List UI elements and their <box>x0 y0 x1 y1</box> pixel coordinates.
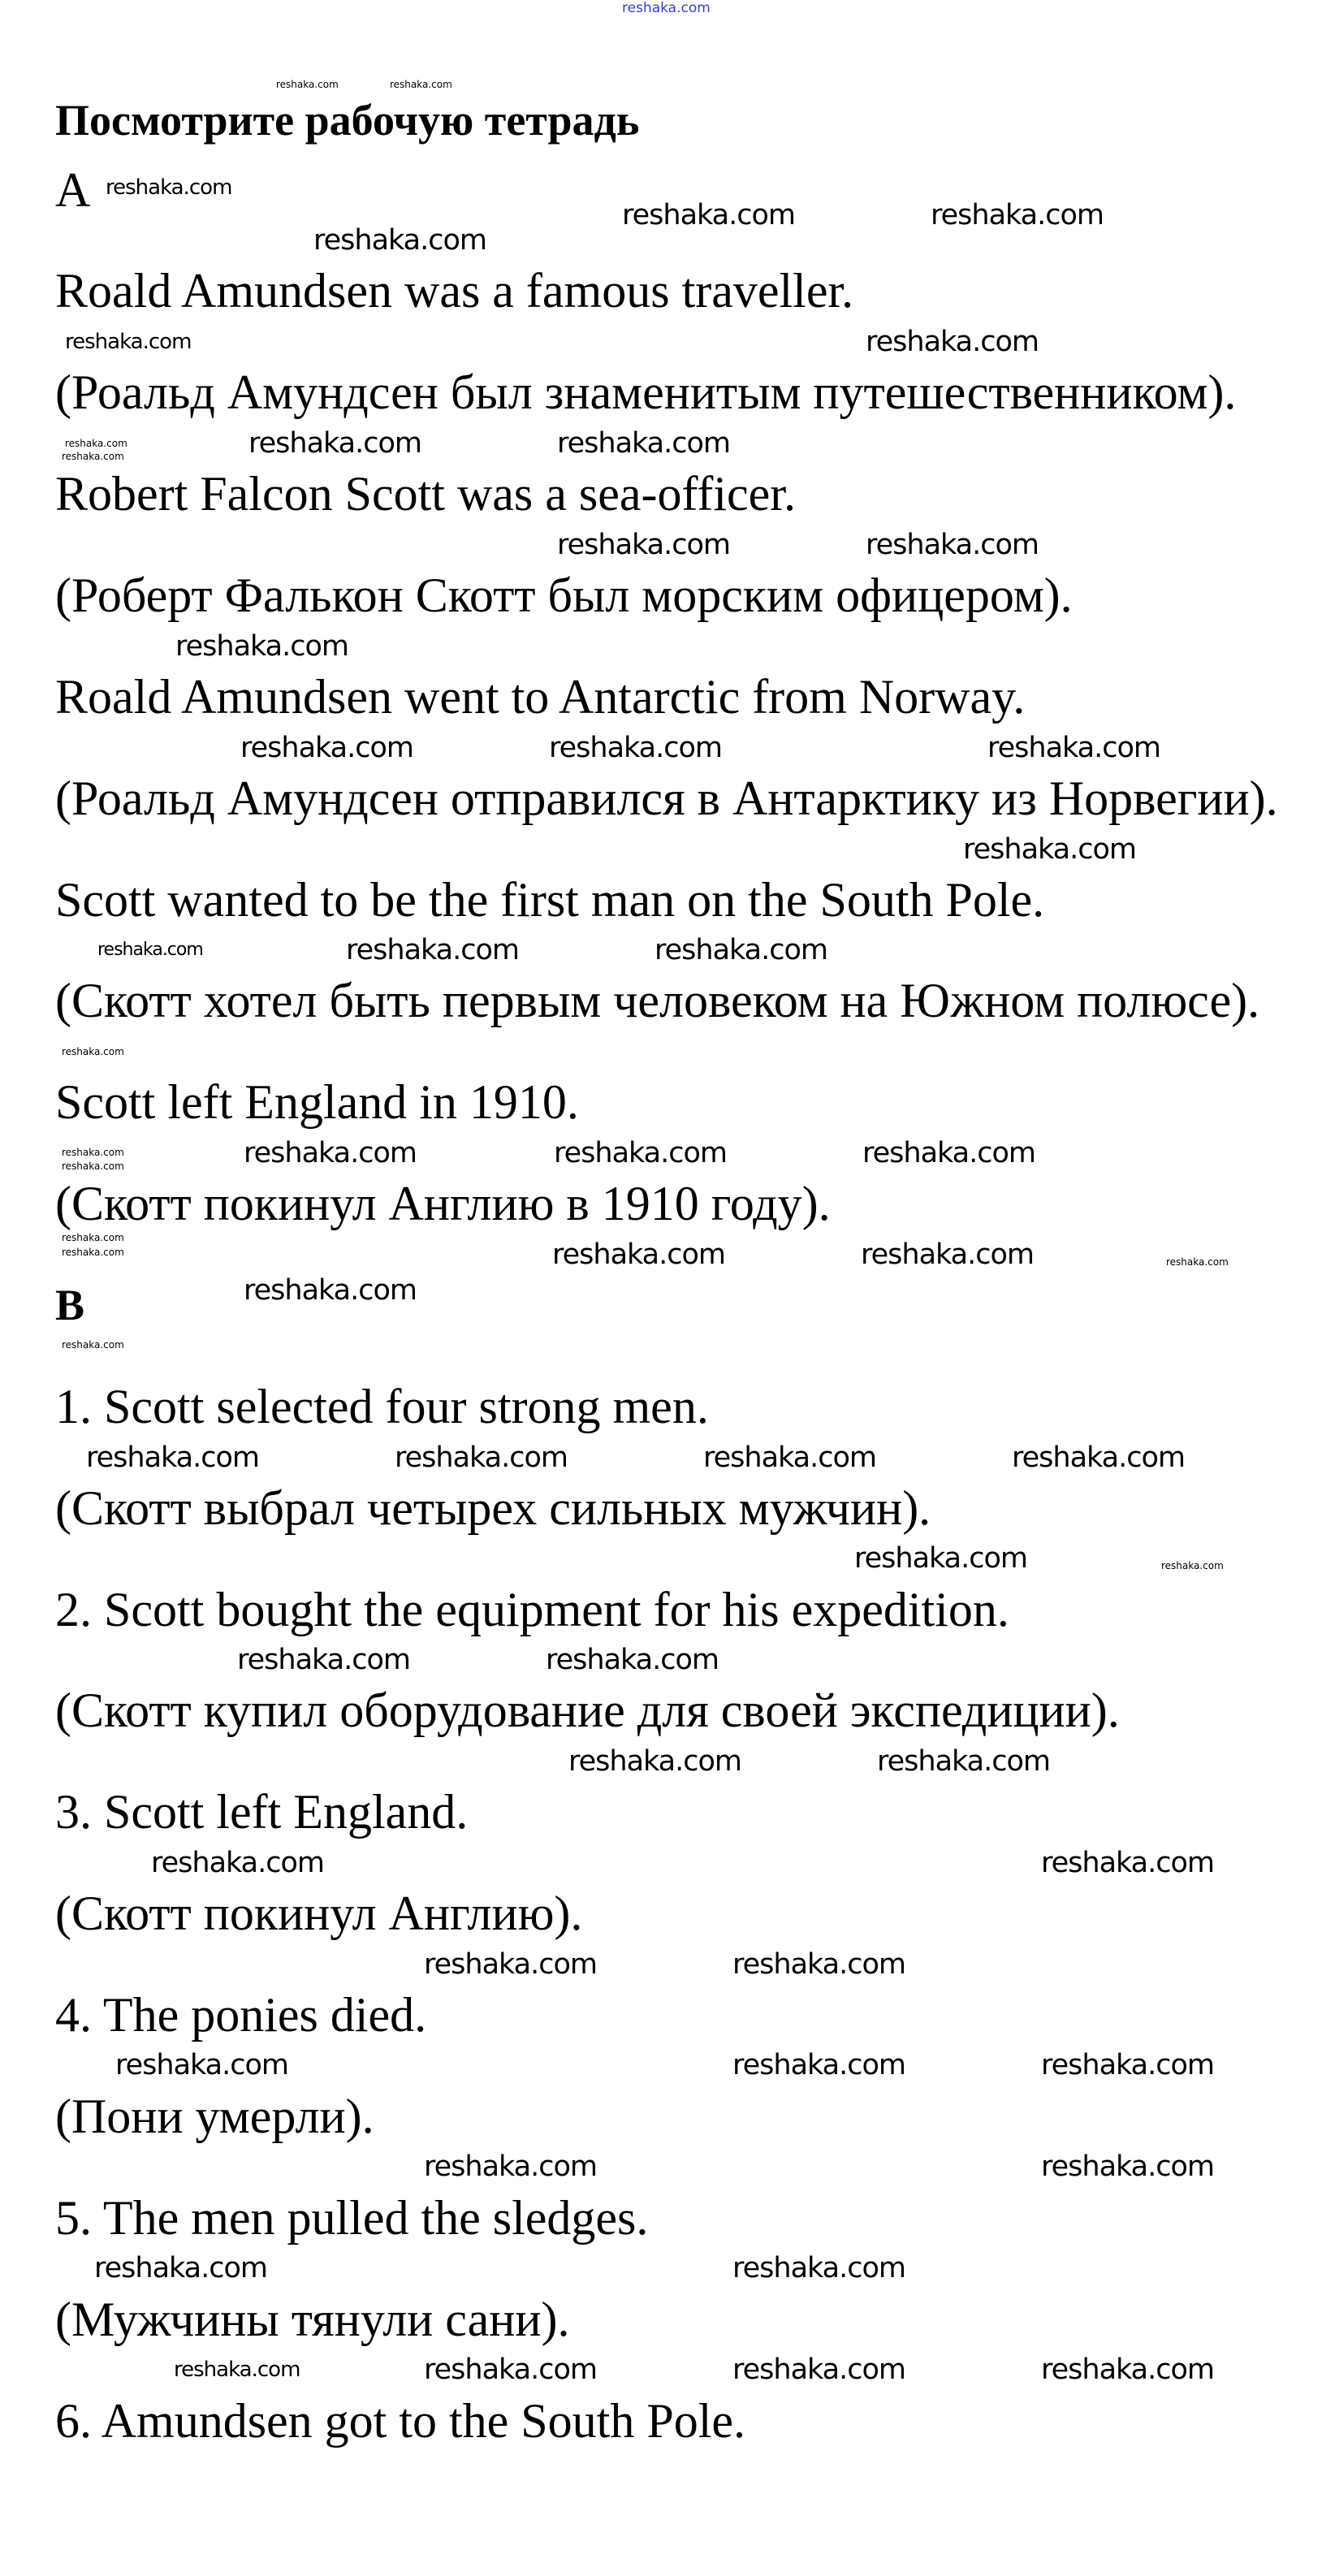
watermark: reshaka.com <box>62 1147 124 1158</box>
text-line: (Скотт хотел быть первым человеком на Южном полюсе). <box>55 974 1260 1028</box>
text-line: (Роальд Амундсен отправился в Антарктику из Норвегии). <box>55 771 1278 825</box>
watermark: reshaka.com <box>115 2049 288 2081</box>
watermark: reshaka.com <box>963 833 1136 866</box>
watermark: reshaka.com <box>557 529 730 561</box>
watermark: reshaka.com <box>655 934 827 966</box>
watermark: reshaka.com <box>1041 2049 1214 2081</box>
watermark: reshaka.com <box>62 1232 124 1243</box>
watermark: reshaka.com <box>248 427 421 460</box>
text-line: Robert Falcon Scott was a sea-officer. <box>55 467 796 521</box>
watermark: reshaka.com <box>1012 1441 1185 1474</box>
watermark: reshaka.com <box>549 732 722 764</box>
watermark: reshaka.com <box>732 2252 905 2284</box>
watermark: reshaka.com <box>395 1441 568 1474</box>
watermark: reshaka.com <box>861 1238 1034 1271</box>
watermark: reshaka.com <box>1166 1256 1229 1268</box>
watermark: reshaka.com <box>62 1046 124 1057</box>
text-line: Roald Amundsen was a famous traveller. <box>55 264 854 318</box>
watermark: reshaka.com <box>346 934 519 966</box>
watermark: reshaka.com <box>732 2353 905 2386</box>
watermark: reshaka.com <box>65 330 192 354</box>
watermark: reshaka.com <box>862 1137 1035 1169</box>
watermark: reshaka.com <box>424 1948 597 1981</box>
text-line: (Скотт купил оборудование для своей экспедиции). <box>55 1683 1120 1738</box>
text-line: 3. Scott left England. <box>55 1785 469 1839</box>
text-line: 5. The men pulled the sledges. <box>55 2190 649 2245</box>
watermark: reshaka.com <box>546 1644 719 1676</box>
text-line: (Скотт покинул Англию в 1910 году). <box>55 1177 831 1231</box>
text-line: 1. Scott selected four strong men. <box>55 1379 709 1433</box>
watermark: reshaka.com <box>244 1137 417 1169</box>
watermark: reshaka.com <box>424 2150 597 2183</box>
text-line: 6. Amundsen got to the South Pole. <box>55 2393 746 2448</box>
watermark: reshaka.com <box>703 1441 876 1474</box>
watermark: reshaka.com <box>1041 2150 1214 2183</box>
text-line: (Скотт выбрал четырех сильных мужчин). <box>55 1480 931 1535</box>
watermark: reshaka.com <box>237 1644 410 1676</box>
watermark: reshaka.com <box>62 451 124 462</box>
watermark: reshaka.com <box>1161 1560 1224 1571</box>
watermark: reshaka.com <box>552 1238 725 1271</box>
watermark: reshaka.com <box>240 732 413 764</box>
page-title: Посмотрите рабочую тетрадь <box>55 96 640 145</box>
text-line: Scott left England in 1910. <box>55 1075 579 1130</box>
watermark: reshaka.com <box>174 2358 300 2382</box>
watermark: reshaka.com <box>854 1542 1027 1575</box>
text-line: 4. The ponies died. <box>55 1988 427 2042</box>
watermark: reshaka.com <box>62 1247 124 1258</box>
watermark: reshaka.com <box>987 732 1160 764</box>
watermark: reshaka.com <box>65 438 127 449</box>
watermark: reshaka.com <box>866 326 1039 358</box>
watermark: reshaka.com <box>313 224 486 257</box>
text-line: (Роальд Амундсен был знаменитым путешественником). <box>55 365 1237 420</box>
section-b-label: B <box>55 1281 85 1330</box>
text-line: (Скотт покинул Англию). <box>55 1887 583 1941</box>
watermark: reshaka.com <box>931 199 1104 231</box>
watermark: reshaka.com <box>1041 2353 1214 2386</box>
watermark: reshaka.com <box>568 1745 741 1778</box>
watermark-top-link[interactable]: reshaka.com <box>622 0 711 16</box>
watermark: reshaka.com <box>732 2049 905 2081</box>
text-line: Roald Amundsen went to Antarctic from Norway. <box>55 669 1026 724</box>
watermark: reshaka.com <box>106 175 232 200</box>
text-line: (Роберт Фалькон Скотт был морским офицером). <box>55 568 1073 623</box>
text-line: 2. Scott bought the equipment for his expedition. <box>55 1582 1009 1636</box>
watermark: reshaka.com <box>866 529 1039 561</box>
watermark: reshaka.com <box>97 940 203 960</box>
section-a-label: A <box>55 162 91 217</box>
watermark: reshaka.com <box>86 1441 259 1474</box>
watermark: reshaka.com <box>732 1948 905 1981</box>
watermark: reshaka.com <box>1041 1847 1214 1879</box>
watermark: reshaka.com <box>175 630 348 663</box>
text-line: (Мужчины тянули сани). <box>55 2292 570 2346</box>
watermark: reshaka.com <box>622 199 795 231</box>
watermark: reshaka.com <box>151 1847 324 1879</box>
watermark: reshaka.com <box>62 1339 124 1351</box>
watermark: reshaka.com <box>276 79 339 90</box>
watermark: reshaka.com <box>94 2252 267 2284</box>
text-line: Scott wanted to be the first man on the South Pole. <box>55 872 1045 927</box>
watermark: reshaka.com <box>557 427 730 460</box>
watermark: reshaka.com <box>554 1137 727 1169</box>
text-line: (Пони умерли). <box>55 2089 374 2143</box>
answer-text <box>55 140 1278 2472</box>
watermark: reshaka.com <box>877 1745 1050 1778</box>
watermark: reshaka.com <box>244 1274 417 1307</box>
watermark: reshaka.com <box>390 79 452 90</box>
watermark: reshaka.com <box>62 1160 124 1172</box>
watermark: reshaka.com <box>424 2353 597 2386</box>
